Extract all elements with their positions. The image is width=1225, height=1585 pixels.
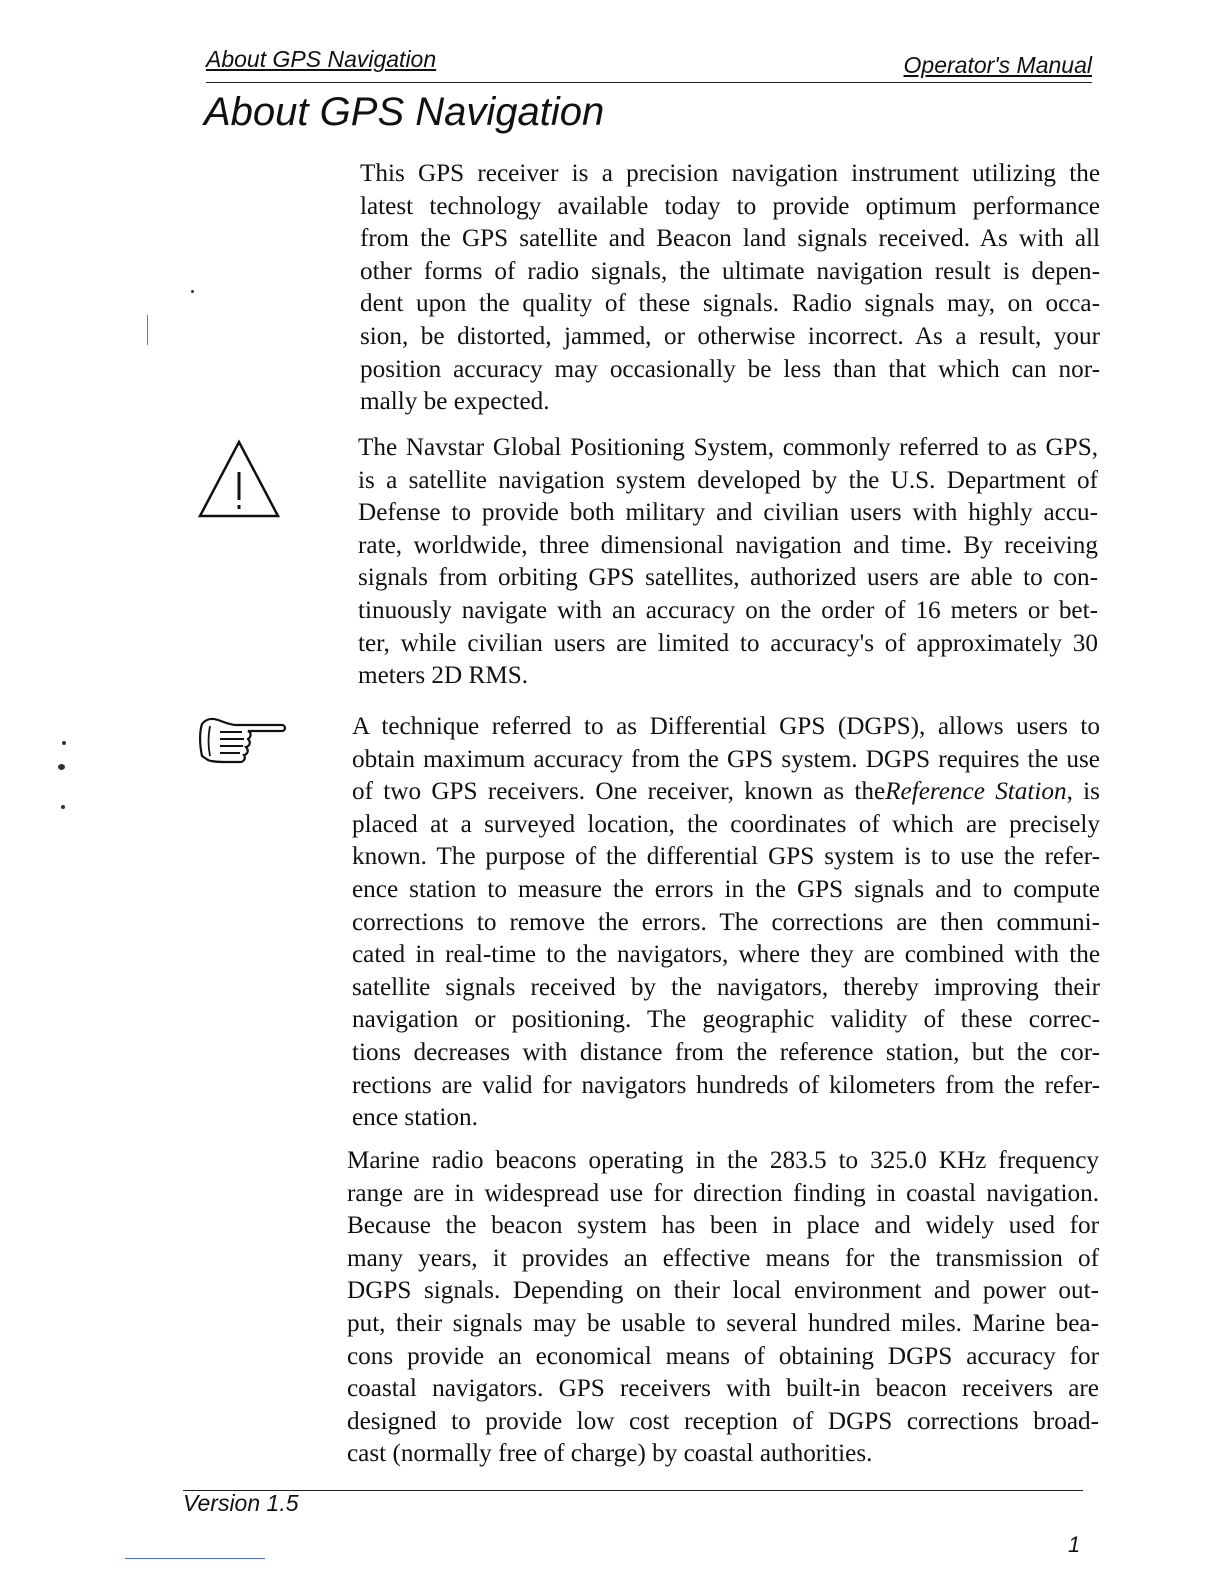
paragraph-line: sion, be distorted, jammed, or otherwise incorrect. As a result, your bbox=[360, 322, 1100, 350]
paragraph-line: mally be expected. bbox=[360, 388, 550, 416]
paragraph-line: rate, worldwide, three dimensional navigation and time. By receiving bbox=[358, 531, 1098, 559]
paragraph-line: put, their signals may be usable to several hundred miles. Marine bea- bbox=[347, 1309, 1099, 1337]
paragraph-line: position accuracy may occasionally be less than that which can nor- bbox=[360, 355, 1100, 383]
paragraph-line: The Navstar Global Positioning System, commonly referred to as GPS, bbox=[358, 434, 1098, 461]
paragraph-line: dent upon the quality of these signals. Radio signals may, on occa- bbox=[360, 290, 1100, 318]
paragraph-line: is a satellite navigation system developed by the U.S. Department of bbox=[358, 466, 1098, 494]
paragraph-line: range are in widespread use for direction finding in coastal navigation. bbox=[347, 1179, 1099, 1207]
paragraph-line: DGPS signals. Depending on their local environment and power out- bbox=[347, 1277, 1099, 1305]
paragraph-line: A technique referred to as Differential GPS (DGPS), allows users to bbox=[352, 713, 1100, 740]
paragraph-line: meters 2D RMS. bbox=[358, 662, 529, 690]
scan-speck bbox=[58, 764, 65, 770]
paragraph-marine-beacons bbox=[347, 1145, 1099, 1471]
reference-station-term: Reference Station bbox=[885, 778, 1067, 806]
paragraph-line-tail: , is bbox=[1066, 778, 1100, 806]
scan-speck bbox=[61, 805, 65, 809]
paragraph-line: coastal navigators. GPS receivers with built-in beacon receivers are bbox=[347, 1375, 1099, 1403]
paragraph-gps-receiver bbox=[360, 158, 1100, 419]
paragraph-line: tinuously navigate with an accuracy on the order of 16 meters or bet- bbox=[358, 596, 1098, 624]
footer-version: Version 1.5 bbox=[183, 1490, 299, 1516]
paragraph-dgps bbox=[352, 711, 1100, 1135]
paragraph-line: other forms of radio signals, the ultimate navigation result is depen- bbox=[360, 257, 1100, 285]
paragraph-navstar bbox=[358, 432, 1098, 693]
page-title: About GPS Navigation bbox=[204, 90, 605, 134]
paragraph-line: satellite signals received by the navigators, thereby improving their bbox=[352, 973, 1100, 1001]
paragraph-line: ence station. bbox=[352, 1104, 478, 1132]
page-number: 1 bbox=[1068, 1532, 1081, 1557]
paragraph-line: Because the beacon system has been in place and widely used for bbox=[347, 1212, 1099, 1240]
paragraph-line: cons provide an economical means of obtaining DGPS accuracy for bbox=[347, 1342, 1099, 1370]
paragraph-line: known. The purpose of the differential GPS system is to use the refer- bbox=[352, 843, 1100, 871]
paragraph-line: many years, it provides an effective means for the transmission of bbox=[347, 1244, 1099, 1272]
paragraph-line: latest technology available today to provide optimum performance bbox=[360, 192, 1100, 220]
scan-bottom-line bbox=[125, 1558, 265, 1559]
paragraph-line: signals from orbiting GPS satellites, authorized users are able to con- bbox=[358, 564, 1098, 592]
paragraph-line: This GPS receiver is a precision navigation instrument utilizing the bbox=[360, 160, 1100, 187]
paragraph-line: ter, while civilian users are limited to accuracy's of approximately 30 bbox=[358, 629, 1098, 657]
paragraph-line: cated in real-time to the navigators, where they are combined with the bbox=[352, 941, 1100, 969]
scan-speck bbox=[62, 741, 66, 745]
footer-rule bbox=[183, 1490, 1083, 1491]
paragraph-line: ence station to measure the errors in the GPS signals and to compute bbox=[352, 875, 1100, 903]
paragraph-line: Marine radio beacons operating in the 283.5 to 325.0 KHz frequency bbox=[347, 1147, 1099, 1174]
paragraph-line: designed to provide low cost reception of DGPS corrections broad- bbox=[347, 1407, 1099, 1435]
header-manual-title: Operator's Manual bbox=[903, 52, 1092, 78]
scan-artifact bbox=[147, 315, 148, 345]
paragraph-line-with-emphasis bbox=[352, 776, 1100, 809]
paragraph-line: cast (normally free of charge) by coastal authorities. bbox=[347, 1440, 873, 1468]
running-header bbox=[206, 46, 1092, 83]
paragraph-line: Defense to provide both military and civilian users with highly accu- bbox=[358, 499, 1098, 527]
warning-triangle-icon bbox=[196, 438, 282, 520]
header-section-title: About GPS Navigation bbox=[206, 46, 437, 72]
paragraph-line: obtain maximum accuracy from the GPS system. DGPS requires the use bbox=[352, 745, 1100, 773]
paragraph-line: corrections to remove the errors. The corrections are then communi- bbox=[352, 908, 1100, 936]
paragraph-line: navigation or positioning. The geographic validity of these correc- bbox=[352, 1006, 1100, 1034]
paragraph-line: placed at a surveyed location, the coordinates of which are precisely bbox=[352, 810, 1100, 838]
scan-speck bbox=[191, 290, 194, 293]
paragraph-line: rections are valid for navigators hundreds of kilometers from the refer- bbox=[352, 1071, 1100, 1099]
pointing-hand-icon bbox=[196, 712, 288, 766]
paragraph-line-text: of two GPS receivers. One receiver, known as the bbox=[352, 778, 886, 806]
paragraph-line: tions decreases with distance from the reference station, but the cor- bbox=[352, 1038, 1100, 1066]
paragraph-line: from the GPS satellite and Beacon land signals received. As with all bbox=[360, 225, 1100, 253]
